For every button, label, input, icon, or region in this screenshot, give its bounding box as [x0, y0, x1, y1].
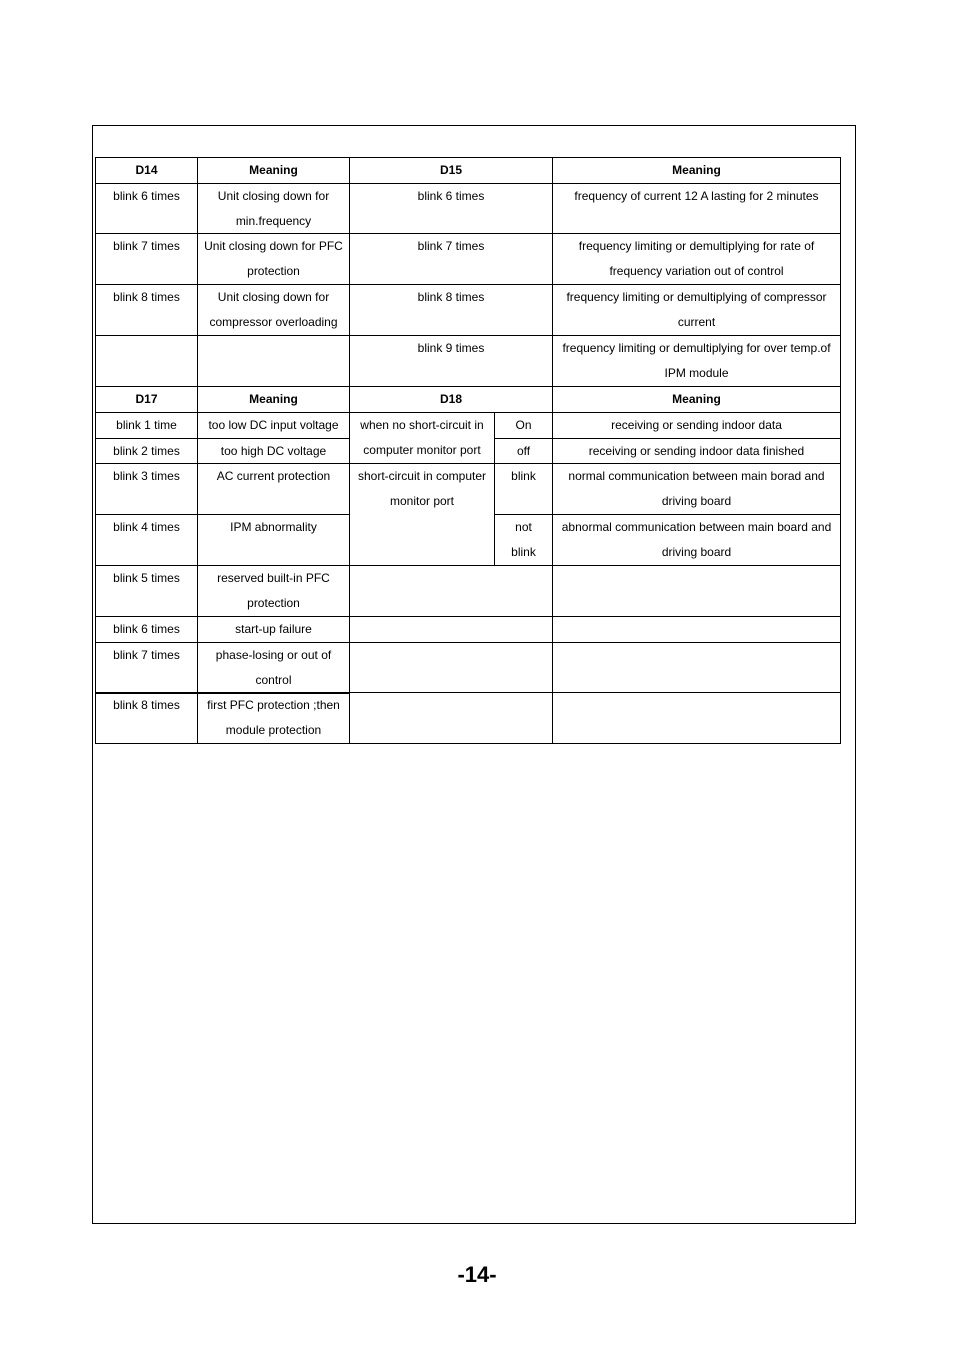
d15-state: blink 8 times	[349, 284, 553, 336]
d14-state	[95, 335, 198, 387]
d15-meaning: frequency limiting or demultiplying for rate of frequency variation out of control	[552, 233, 841, 285]
d18-empty-cell	[552, 692, 841, 744]
d18-empty-cell	[552, 616, 841, 643]
d15-state: blink 6 times	[349, 183, 553, 234]
d17-meaning: AC current protection	[197, 463, 350, 515]
d17-state: blink 6 times	[95, 616, 198, 643]
d18-meaning: receiving or sending indoor data finished	[552, 438, 841, 464]
d14-meaning: Unit closing down for compressor overloading	[197, 284, 350, 336]
d18-empty-cell	[349, 692, 553, 744]
d17-meaning: too high DC voltage	[197, 438, 350, 464]
d17-state: blink 7 times	[95, 642, 198, 694]
d17-meaning: reserved built-in PFC protection	[197, 565, 350, 617]
d15-state: blink 9 times	[349, 335, 553, 387]
d14-state: blink 6 times	[95, 183, 198, 234]
header-d15: D15	[349, 157, 553, 184]
d18-state: off	[494, 438, 553, 464]
header-d14: D14	[95, 157, 198, 184]
d18-state: On	[494, 412, 553, 439]
d14-state: blink 8 times	[95, 284, 198, 336]
d17-meaning: IPM abnormality	[197, 514, 350, 566]
d17-state: blink 1 time	[95, 412, 198, 439]
d18-empty-cell	[349, 565, 553, 617]
d17-meaning: first PFC protection ;then module protection	[197, 692, 350, 744]
d17-state: blink 2 times	[95, 438, 198, 464]
d17-state: blink 8 times	[95, 692, 198, 744]
header-meaning-d18: Meaning	[552, 386, 841, 413]
d15-meaning: frequency limiting or demultiplying of compressor current	[552, 284, 841, 336]
d18-meaning: receiving or sending indoor data	[552, 412, 841, 439]
d15-meaning: frequency limiting or demultiplying for over temp.of IPM module	[552, 335, 841, 387]
d18-empty-cell	[552, 565, 841, 617]
d17-state: blink 4 times	[95, 514, 198, 566]
d18-condition: when no short-circuit in computer monitor port	[349, 412, 495, 464]
d15-state: blink 7 times	[349, 233, 553, 285]
header-meaning-d17: Meaning	[197, 386, 350, 413]
d18-empty-cell	[552, 642, 841, 693]
page-number: -14-	[457, 1262, 497, 1287]
d17-meaning: too low DC input voltage	[197, 412, 350, 439]
d14-meaning	[197, 335, 350, 387]
d17-meaning: phase-losing or out of control	[197, 642, 350, 694]
d17-meaning: start-up failure	[197, 616, 350, 643]
header-d18: D18	[349, 386, 553, 413]
d18-meaning: abnormal communication between main board and driving board	[552, 514, 841, 566]
d15-meaning: frequency of current 12 A lasting for 2 minutes	[552, 183, 841, 234]
d18-meaning: normal communication between main borad and driving board	[552, 463, 841, 515]
d14-meaning: Unit closing down for min.frequency	[197, 183, 350, 234]
d18-empty-cell	[349, 616, 553, 643]
d14-meaning: Unit closing down for PFC protection	[197, 233, 350, 285]
d17-state: blink 3 times	[95, 463, 198, 515]
d18-state: not blink	[494, 514, 553, 566]
d18-condition: short-circuit in computer monitor port	[349, 463, 495, 566]
d18-empty-cell	[349, 642, 553, 693]
header-meaning-d15: Meaning	[552, 157, 841, 184]
d17-state: blink 5 times	[95, 565, 198, 617]
header-d17: D17	[95, 386, 198, 413]
d18-state: blink	[494, 463, 553, 515]
header-meaning-d14: Meaning	[197, 157, 350, 184]
d14-state: blink 7 times	[95, 233, 198, 285]
